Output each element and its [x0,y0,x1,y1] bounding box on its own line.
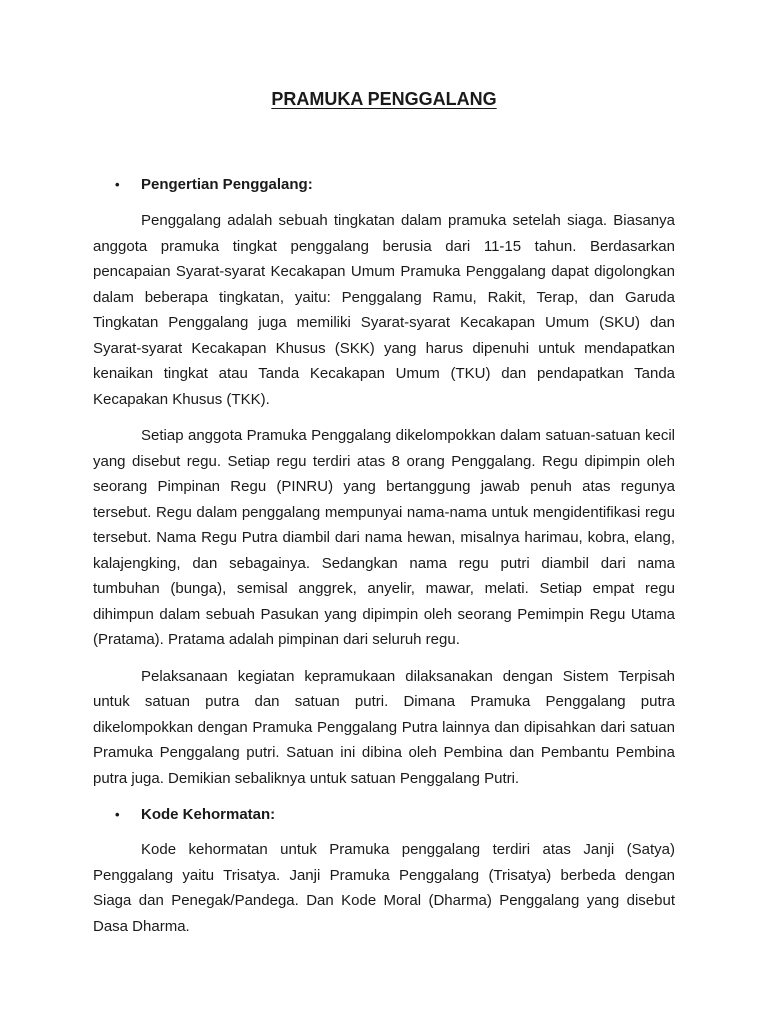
section-heading-label: Kode Kehormatan: [141,806,276,823]
document-title: PRAMUKA PENGGALANG [271,89,497,109]
paragraph: Kode kehormatan untuk Pramuka penggalang terdiri atas Janji (Satya) Penggalang yaitu Trisatya. Janji Pramuka Penggalang (Trisatya) berbeda dengan Siaga dan Penegak/Pandega. Dan Kode Moral (Dharma) Penggalang yang disebut Dasa Dharma. [93,841,675,935]
section-heading-pengertian [93,172,675,197]
document-page [93,86,675,939]
section-heading-label: Pengertian Penggalang: [141,176,313,193]
paragraph: Penggalang adalah sebuah tingkatan dalam pramuka setelah siaga. Biasanya anggota pramuka tingkat penggalang berusia dari 11-15 tahun. Berdasarkan pencapaian Syarat-syarat Kecakapan Umum Pramuka Penggalang dapat digolongkan dalam beberapa tingkatan, yaitu: Penggalang Ramu, Rakit, Terap, dan Garuda Tingkatan Penggalang juga memiliki Syarat-syarat Kecakapan Umum (SKU) dan Syarat-syarat Kecakapan Khusus (SKK) yang harus dipenuhi untuk mendapatkan kenaikan tingkat atau Tanda Kecakapan Umum (TKU) dan pendapatkan Tanda Kecapakan Khusus (TKK). [93,212,675,408]
bullet-icon: • [115,807,120,822]
paragraph: Pelaksanaan kegiatan kepramukaan dilaksanakan dengan Sistem Terpisah untuk satuan putra dan satuan putri. Dimana Pramuka Penggalang putra dikelompokkan dengan Pramuka Penggalang Putra lainnya dan dipisahkan dari satuan Pramuka Penggalang putri. Satuan ini dibina oleh Pembina dan Pembantu Pembina putra juga. Demikian sebaliknya untuk satuan Penggalang Putri. [93,667,675,787]
section-heading-kode-kehormatan [93,802,675,827]
bullet-icon: • [115,177,120,192]
paragraph: Setiap anggota Pramuka Penggalang dikelompokkan dalam satuan-satuan kecil yang disebut regu. Setiap regu terdiri atas 8 orang Penggalang. Regu dipimpin oleh seorang Pimpinan Regu (PINRU) yang bertanggung jawab penuh atas regunya tersebut. Regu dalam penggalang mempunyai nama-nama untuk mengidentifikasi regu tersebut. Nama Regu Putra diambil dari nama hewan, misalnya harimau, kobra, elang, kalajengking, dan sebagainya. Sedangkan nama regu putri diambil dari nama tumbuhan (bunga), semisal anggrek, anyelir, mawar, melati. Setiap empat regu dihimpun dalam sebuah Pasukan yang dipimpin oleh seorang Pemimpin Regu Utama (Pratama). Pratama adalah pimpinan dari seluruh regu. [93,427,675,648]
